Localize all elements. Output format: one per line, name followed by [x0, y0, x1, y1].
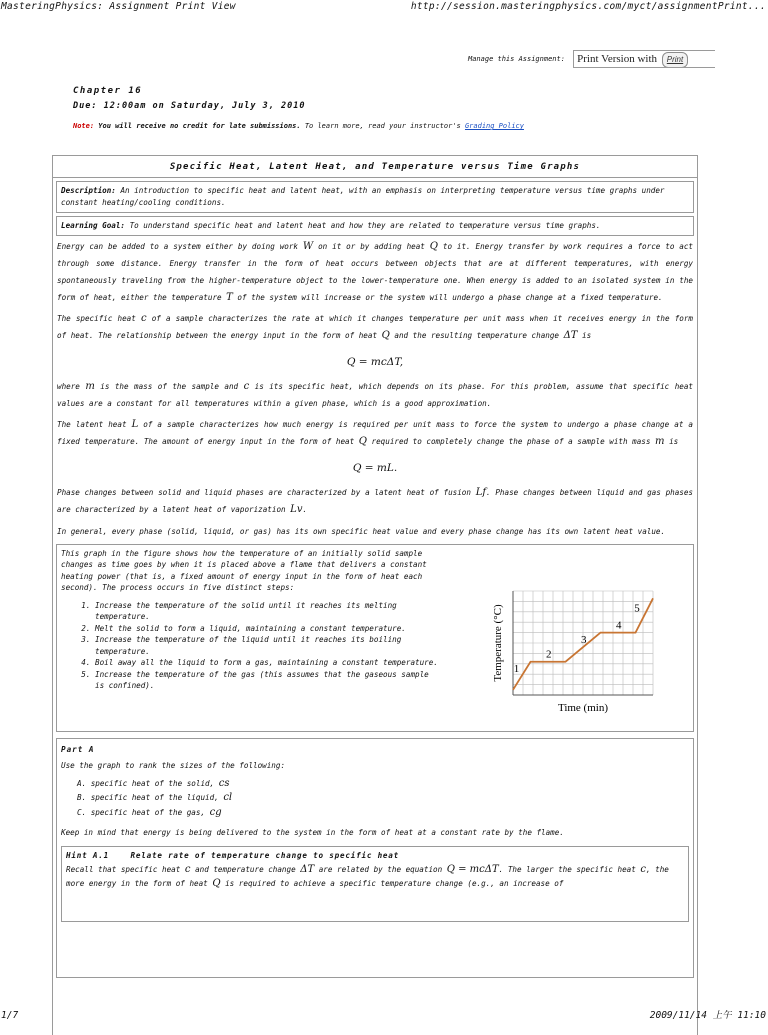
list-item — [77, 791, 689, 806]
math-symbol: Q = mcΔT — [446, 864, 499, 875]
page-counter: 1/7 — [1, 1010, 19, 1021]
text: to it. Energy transfer by work requires a force to act through some distance. Energy transfer in the form of heat occurs between objects that are at different temperatures, with energy spontaneously traveling from the higher-temperature object to the lower-temperature one. When energy is added to an isolated system in the form of heat, either the temperature — [57, 242, 693, 302]
hint-text — [66, 863, 684, 891]
text: , the more energy in the form of heat — [66, 865, 669, 888]
print-button[interactable]: Print — [662, 52, 688, 68]
equation-specific-heat: Q = mcΔT, — [346, 356, 404, 368]
part-a-section — [56, 738, 694, 978]
segment-label: 5 — [634, 601, 640, 614]
hint-box[interactable] — [61, 846, 689, 922]
math-symbol: Q — [358, 436, 367, 447]
text: is its specific heat, which depends on its phase. For this problem, assume that specific heat values are a constant for all temperatures within a given phase, which is a good approximation. — [57, 382, 693, 408]
text: B. specific heat of the liquid, — [77, 793, 219, 802]
math-symbol: ΔT — [563, 330, 578, 341]
segment-label: 2 — [546, 648, 552, 661]
list-item — [77, 806, 689, 821]
math-symbol: W — [302, 241, 314, 252]
note-bold-text: You will receive no credit for late submissions. — [98, 122, 301, 130]
list-item: 2. Melt the solid to form a liquid, maintaining a constant temperature. — [95, 623, 441, 635]
math-symbol: cg — [209, 806, 222, 818]
text: are related by the equation — [318, 865, 443, 874]
paragraph-specific-heat — [57, 310, 693, 344]
print-timestamp: 2009/11/14 上午 11:10 — [649, 1010, 766, 1021]
list-item: 5. Increase the temperature of the gas (this assumes that the gaseous sample is confined). — [95, 669, 441, 692]
part-a-note: Keep in mind that energy is being delivered to the system in the form of heat at a constant rate by the flame. — [61, 828, 564, 837]
print-version-select[interactable] — [573, 50, 715, 68]
text: The specific heat — [57, 314, 136, 323]
paragraph-energy — [57, 238, 693, 306]
math-symbol: Lf — [475, 487, 487, 498]
text: on it or by adding heat — [318, 242, 425, 251]
text: Phase changes between solid and liquid phases are characterized by a latent heat of fusion — [57, 488, 471, 497]
text: Recall that specific heat — [66, 865, 181, 874]
text: C. specific heat of the gas, — [77, 807, 206, 817]
math-symbol: cs — [218, 777, 230, 789]
text: is the mass of the sample and — [100, 382, 239, 391]
text: and temperature change — [195, 865, 296, 874]
note-label: Note: — [73, 122, 95, 130]
note-text: To learn more, read your instructor's — [304, 122, 461, 130]
paragraph-where — [57, 378, 693, 412]
segment-label: 3 — [581, 633, 587, 646]
math-symbol: Q — [212, 878, 221, 889]
math-symbol: L — [131, 419, 139, 430]
graph-section — [56, 544, 694, 732]
print-version-value: Print Version with — [577, 53, 658, 65]
equation-latent-heat: Q = mL. — [352, 462, 398, 474]
learning-goal-box — [56, 216, 694, 236]
math-symbol: c — [243, 381, 250, 392]
math-symbol: c — [140, 313, 147, 324]
segment-label: 4 — [616, 619, 622, 632]
text: is — [669, 437, 679, 446]
segment-label: 1 — [513, 662, 520, 675]
description-text: An introduction to specific heat and latent heat, with an emphasis on interpreting temperature versus time graphs under constant heating/cooling conditions. — [61, 186, 665, 207]
text: A. specific heat of the solid, — [77, 778, 215, 788]
graph-intro: This graph in the figure shows how the temperature of an initially solid sample changes as time goes by when it is placed above a flame that delivers a constant heating power (that is, a fixed amount of energy input in the form of heat each second). The process occurs in five distinct steps: — [61, 548, 427, 592]
math-symbol: ΔT — [300, 864, 315, 875]
description-box — [56, 181, 694, 213]
paragraph-general: In general, every phase (solid, liquid, or gas) has its own specific heat value and every phase change has its own latent heat value. — [57, 527, 666, 536]
text: is — [582, 331, 592, 340]
text: required to completely change the phase of a sample with mass — [371, 437, 651, 446]
math-symbol: cl — [223, 792, 233, 803]
chapter-heading: Chapter 16 — [73, 86, 143, 96]
text: of a sample characterizes the rate at which it changes temperature per unit mass when it receives energy in the form of heat. The relationship between the energy input in the form of heat — [57, 314, 693, 340]
text: and the resulting temperature change — [394, 331, 559, 340]
math-symbol: m — [655, 436, 665, 447]
text: of the system will increase or the system will undergo a phase change at a fixed temperature. — [237, 293, 663, 302]
math-symbol: Q — [381, 330, 390, 341]
list-item: 4. Boil away all the liquid to form a gas, maintaining a constant temperature. — [95, 657, 441, 669]
learning-goal-text: To understand specific heat and latent heat and how they are related to temperature versus time graphs. — [129, 221, 601, 230]
part-a-prompt: Use the graph to rank the sizes of the following: — [61, 760, 286, 770]
problem-title: Specific Heat, Latent Heat, and Temperature versus Time Graphs — [53, 156, 697, 178]
list-item — [77, 777, 689, 792]
steps-list — [61, 600, 441, 692]
text: . — [302, 505, 308, 514]
paragraph-phase-changes — [57, 484, 693, 518]
rank-items-list — [61, 777, 689, 821]
math-symbol: c — [640, 864, 647, 875]
part-a-title: Part A — [61, 744, 95, 754]
learning-goal-label: Learning Goal: — [61, 221, 126, 230]
manage-assignment-bar — [468, 50, 715, 68]
math-symbol: m — [85, 381, 95, 392]
text: The latent heat — [57, 420, 127, 429]
y-axis-label: Temperature (°C) — [492, 603, 504, 682]
list-item: 3. Increase the temperature of the liquid until it reaches its boiling temperature. — [95, 634, 441, 657]
hint-title[interactable]: Hint A.1 Relate rate of temperature change to specific heat — [66, 851, 400, 860]
grading-policy-link[interactable]: Grading Policy — [464, 122, 524, 130]
math-symbol: c — [184, 864, 191, 875]
text: Energy can be added to a system either by doing work — [57, 242, 298, 251]
math-symbol: Q — [429, 241, 438, 252]
late-note — [73, 122, 524, 130]
text: . Phase changes between liquid and gas phases are characterized by a latent heat of vaporization — [57, 488, 693, 514]
text: where — [57, 382, 80, 391]
math-symbol: T — [226, 292, 233, 303]
text: of a sample characterizes how much energy is required per unit mass to force the system to undergo a phase change at a fixed temperature. The amount of energy input in the form of heat — [57, 420, 693, 446]
due-date: Due: 12:00am on Saturday, July 3, 2010 — [73, 101, 306, 111]
problem-container — [52, 155, 698, 1035]
manage-label: Manage this Assignment: — [468, 55, 565, 63]
browser-header-url: http://session.masteringphysics.com/myct/assignmentPrint... — [410, 1, 766, 12]
math-symbol: Lv — [290, 504, 303, 515]
text: . The larger the specific heat — [498, 865, 636, 874]
description-label: Description: — [61, 186, 116, 195]
x-axis-label: Time (min) — [557, 701, 609, 714]
graph-description — [61, 548, 441, 692]
text: is required to achieve a specific temperature change (e.g., an increase of — [225, 879, 564, 888]
paragraph-latent-heat — [57, 416, 693, 450]
list-item: 1. Increase the temperature of the solid until it reaches its melting temperature. — [95, 600, 441, 623]
temperature-time-graph — [485, 583, 695, 723]
browser-header-title: MasteringPhysics: Assignment Print View — [1, 1, 236, 12]
